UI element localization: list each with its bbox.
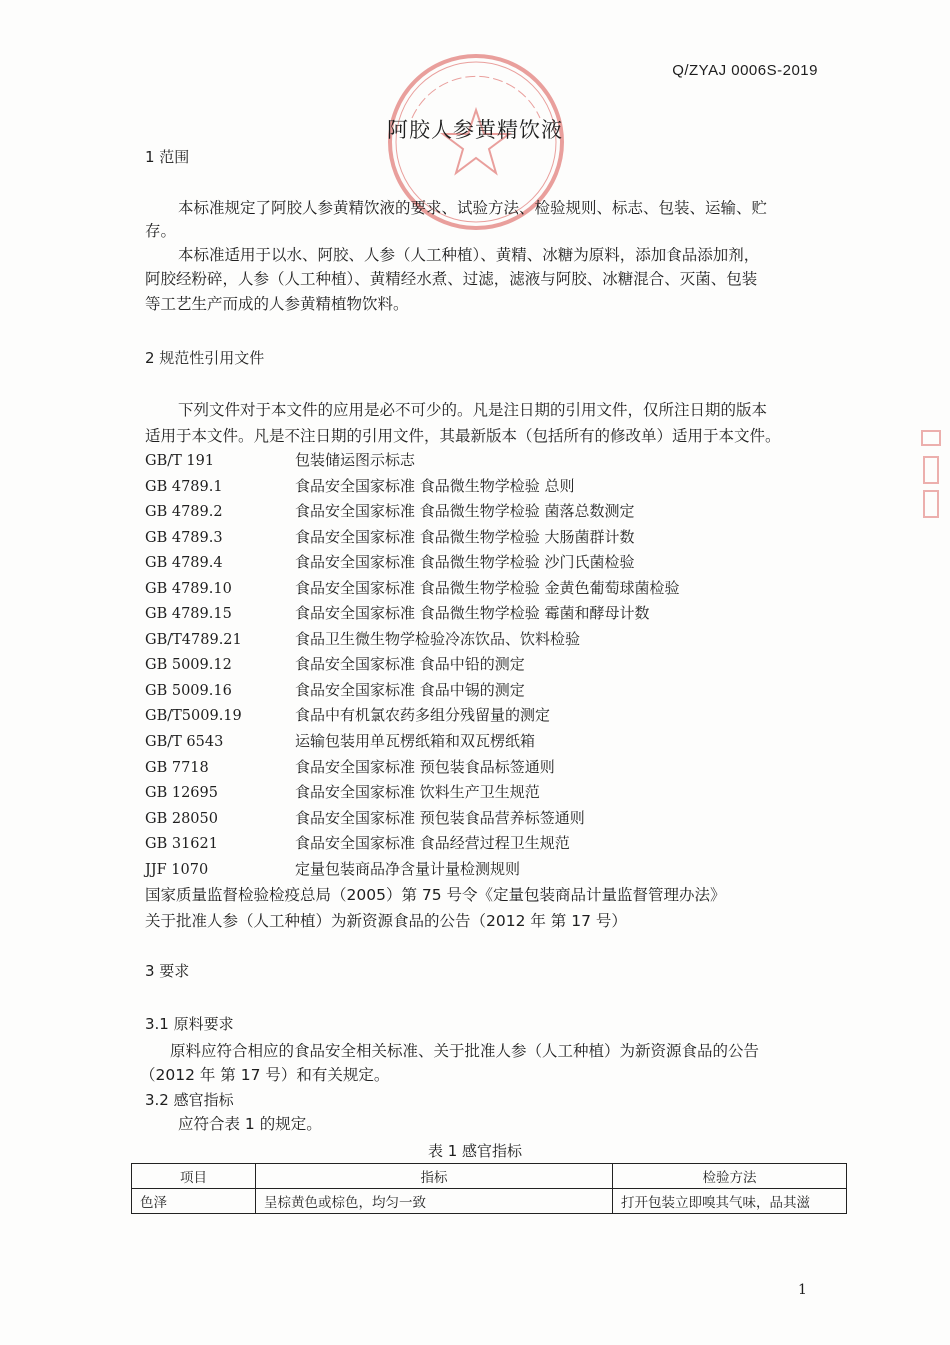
reference-code: GB 4789.1 [145,479,223,495]
reference-code: GB/T 6543 [145,734,224,750]
reference-title: 食品中有机氯农药多组分残留量的测定 [295,706,551,724]
reference-item [145,549,635,575]
reference-item [145,600,650,626]
reference-title: 运输包装用单瓦楞纸箱和双瓦楞纸箱 [295,732,536,750]
reference-title: 食品安全国家标准 预包装食品营养标签通则 [295,809,585,827]
reference-item [145,677,525,703]
scope-paragraph-2-line-2: 阿胶经粉碎，人参（人工种植）、黄精经水煮、过滤，滤液与阿胶、冰糖混合、灭菌、包装 [145,270,758,288]
reference-code: GB/T4789.21 [145,632,242,648]
page-number: 1 [798,1282,807,1298]
reference-item [145,805,585,831]
raw-material-line-2: （2012 年 第 17 号）和有关规定。 [140,1066,390,1084]
reference-code: GB 12695 [145,785,218,801]
reference-extra-2: 关于批准人参（人工种植）为新资源食品的公告（2012 年 第 17 号） [145,912,627,930]
reference-code: JJF 1070 [145,862,209,878]
reference-title: 食品安全国家标准 食品中锡的测定 [295,681,525,699]
section-3-heading: 3 要求 [145,962,190,980]
scope-paragraph-2-line-3: 等工艺生产而成的人参黄精植物饮料。 [145,295,409,313]
reference-title: 食品安全国家标准 预包装食品标签通则 [295,758,555,776]
reference-title: 食品安全国家标准 食品中铅的测定 [295,655,525,673]
reference-title: 食品安全国家标准 食品微生物学检验 总则 [295,477,575,495]
reference-title: 食品卫生微生物学检验冷冻饮品、饮料检验 [295,630,581,648]
reference-title: 食品安全国家标准 食品微生物学检验 金黄色葡萄球菌检验 [295,579,680,597]
references-intro-line-2: 适用于本文件。凡是不注日期的引用文件，其最新版本（包括所有的修改单）适用于本文件。 [145,427,781,445]
table-row [132,1189,847,1214]
section-3-1-heading: 3.1 原料要求 [145,1015,234,1033]
table-cell: 打开包装立即嗅其气味，品其滋 [613,1189,847,1214]
section-2-heading: 2 规范性引用文件 [145,349,265,367]
section-1-heading: 1 范围 [145,148,190,166]
table-1-caption: 表 1 感官指标 [427,1142,523,1160]
reference-code: GB 4789.15 [145,606,232,622]
reference-item [145,702,550,728]
reference-code: GB 31621 [145,836,218,852]
reference-code: GB 5009.12 [145,657,232,673]
reference-code: GB 4789.10 [145,581,232,597]
table-header-cell: 指标 [256,1164,613,1189]
scope-paragraph-1-line-1: 本标准规定了阿胶人参黄精饮液的要求、试验方法、检验规则、标志、包装、运输、贮 [178,199,768,217]
standard-code: Q/ZYAJ 0006S-2019 [672,62,818,79]
table-cell: 呈棕黄色或棕色，均匀一致 [256,1189,613,1214]
table-header-cell: 项目 [132,1164,256,1189]
reference-title: 食品安全国家标准 食品微生物学检验 大肠菌群计数 [295,528,635,546]
scope-paragraph-2-line-1: 本标准适用于以水、阿胶、人参（人工种植）、黄精、冰糖为原料，添加食品添加剂， [178,246,760,264]
reference-item [145,779,540,805]
references-intro-line-1: 下列文件对于本文件的应用是必不可少的。凡是注日期的引用文件，仅所注日期的版本 [178,401,768,419]
reference-title: 食品安全国家标准 饮料生产卫生规范 [295,783,540,801]
reference-item [145,728,535,754]
document-title: 阿胶人参黄精饮液 [387,118,563,142]
reference-title: 包装储运图示标志 [295,451,416,469]
reference-title: 食品安全国家标准 食品微生物学检验 沙门氏菌检验 [295,553,635,571]
reference-item [145,754,555,780]
reference-item [145,498,635,524]
reference-item [145,575,680,601]
reference-code: GB 4789.2 [145,504,223,520]
reference-item [145,626,580,652]
reference-code: GB 4789.4 [145,555,223,571]
raw-material-line-1: 原料应符合相应的食品安全相关标准、关于批准人参（人工种植）为新资源食品的公告 [170,1042,760,1060]
table-header-row [132,1164,847,1189]
reference-title: 食品安全国家标准 食品经营过程卫生规范 [295,834,570,852]
reference-title: 定量包装商品净含量计量检测规则 [295,860,521,878]
reference-item [145,524,635,550]
reference-code: GB/T5009.19 [145,708,242,724]
reference-item [145,830,570,856]
reference-item [145,447,415,473]
reference-title: 食品安全国家标准 食品微生物学检验 菌落总数测定 [295,502,635,520]
reference-code: GB/T 191 [145,453,215,469]
table-cell: 色泽 [132,1189,256,1214]
section-3-2-heading: 3.2 感官指标 [145,1091,234,1109]
edge-stamp [918,425,944,525]
reference-item [145,856,520,882]
reference-item [145,651,525,677]
reference-title: 食品安全国家标准 食品微生物学检验 霉菌和酵母计数 [295,604,650,622]
reference-extra-1: 国家质量监督检验检疫总局（2005）第 75 号令《定量包装商品计量监督管理办法》 [145,886,726,904]
reference-code: GB 28050 [145,811,218,827]
sensory-table [131,1163,847,1214]
reference-item [145,473,575,499]
sensory-requirement-text: 应符合表 1 的规定。 [178,1115,322,1133]
reference-code: GB 4789.3 [145,530,223,546]
reference-code: GB 5009.16 [145,683,232,699]
scope-paragraph-1-line-2: 存。 [145,222,177,240]
table-header-cell: 检验方法 [613,1164,847,1189]
reference-code: GB 7718 [145,760,209,776]
